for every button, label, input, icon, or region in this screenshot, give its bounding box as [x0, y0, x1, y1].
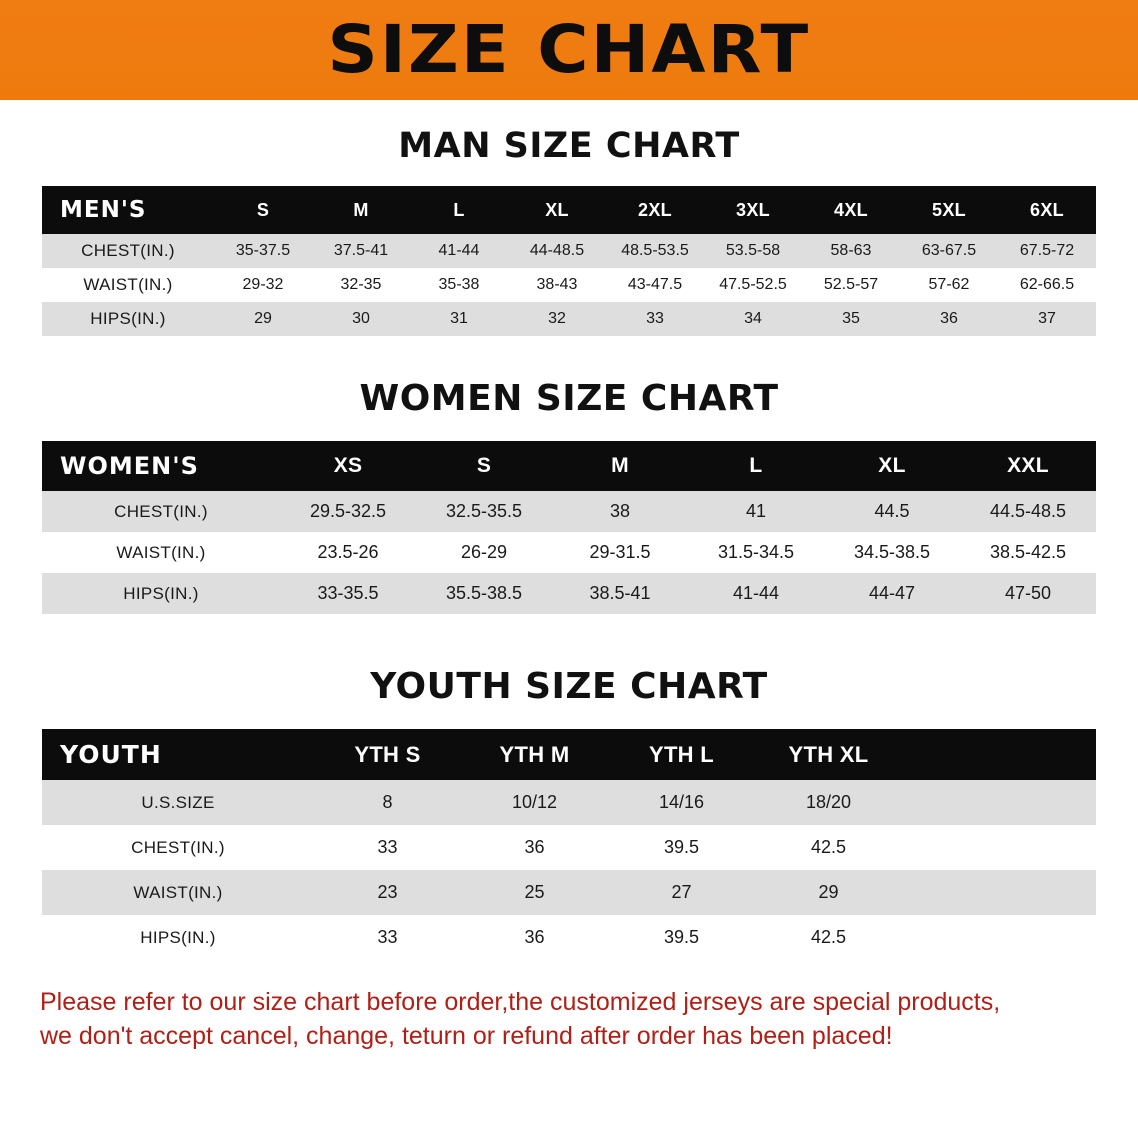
man-cell-1-0: 29-32	[214, 268, 312, 302]
women-size-table	[42, 441, 1096, 614]
youth-cell-2-3: 29	[755, 870, 902, 915]
man-col-5: 3XL	[736, 199, 770, 220]
man-col-0: S	[256, 199, 270, 220]
man-cell-1-4: 43-47.5	[606, 268, 704, 302]
man-cell-1-5: 47.5-52.5	[704, 268, 802, 302]
youth-section-heading: YOUTH SIZE CHART	[370, 666, 768, 707]
youth-row-0-label: U.S.SIZE	[42, 780, 314, 825]
table-row	[42, 573, 1096, 614]
man-cell-2-3: 32	[508, 302, 606, 336]
women-cell-1-5: 38.5-42.5	[960, 532, 1096, 573]
women-col-1: S	[476, 454, 492, 477]
women-cell-1-0: 23.5-26	[280, 532, 416, 573]
youth-col-3: YTH XL	[788, 741, 869, 767]
man-corner-label: MEN'S	[60, 197, 147, 223]
women-cell-2-4: 44-47	[824, 573, 960, 614]
youth-cell-2-spacer	[902, 870, 1096, 915]
women-cell-1-4: 34.5-38.5	[824, 532, 960, 573]
youth-cell-0-0: 8	[314, 780, 461, 825]
man-col-7: 5XL	[932, 199, 966, 220]
man-col-8: 6XL	[1030, 199, 1064, 220]
man-section-heading: MAN SIZE CHART	[398, 126, 740, 166]
banner	[0, 0, 1138, 100]
youth-cell-1-spacer	[902, 825, 1096, 870]
youth-cell-0-3: 18/20	[755, 780, 902, 825]
women-table-wrap	[42, 441, 1096, 614]
man-table-wrap	[42, 186, 1096, 336]
women-col-4: XL	[878, 454, 906, 477]
man-cell-0-0: 35-37.5	[214, 234, 312, 268]
table-header-row	[42, 441, 1096, 491]
man-cell-0-8: 67.5-72	[998, 234, 1096, 268]
man-col-2: L	[453, 199, 465, 220]
women-col-5: XXL	[1007, 454, 1049, 477]
youth-cell-1-0: 33	[314, 825, 461, 870]
man-cell-1-1: 32-35	[312, 268, 410, 302]
man-cell-2-4: 33	[606, 302, 704, 336]
man-table-header	[42, 186, 1096, 234]
man-table-body	[42, 234, 1096, 336]
youth-cell-0-spacer	[902, 780, 1096, 825]
man-col-4: 2XL	[638, 199, 672, 220]
women-col-0: XS	[333, 454, 363, 477]
youth-cell-1-1: 36	[461, 825, 608, 870]
women-cell-2-3: 41-44	[688, 573, 824, 614]
man-cell-0-5: 53.5-58	[704, 234, 802, 268]
man-cell-2-8: 37	[998, 302, 1096, 336]
man-cell-1-3: 38-43	[508, 268, 606, 302]
man-col-6: 4XL	[834, 199, 868, 220]
youth-cell-3-0: 33	[314, 915, 461, 960]
women-col-3: L	[749, 454, 763, 477]
women-cell-1-1: 26-29	[416, 532, 552, 573]
man-row-2-label: HIPS(IN.)	[42, 302, 214, 336]
women-col-2: M	[611, 454, 629, 477]
youth-cell-0-1: 10/12	[461, 780, 608, 825]
women-cell-1-3: 31.5-34.5	[688, 532, 824, 573]
policy-note-line-2: we don't accept cancel, change, teturn or refund after order has been placed!	[40, 1021, 893, 1050]
man-cell-1-7: 57-62	[900, 268, 998, 302]
man-cell-2-6: 35	[802, 302, 900, 336]
women-cell-2-0: 33-35.5	[280, 573, 416, 614]
table-row	[42, 268, 1096, 302]
youth-table-wrap	[42, 729, 1096, 960]
man-cell-2-0: 29	[214, 302, 312, 336]
youth-col-0: YTH S	[354, 741, 421, 767]
table-row	[42, 532, 1096, 573]
women-cell-1-2: 29-31.5	[552, 532, 688, 573]
table-header-row	[42, 186, 1096, 234]
women-cell-2-5: 47-50	[960, 573, 1096, 614]
policy-note	[40, 986, 1098, 1054]
page-title: SIZE CHART	[327, 11, 811, 88]
man-cell-2-2: 31	[410, 302, 508, 336]
youth-col-1: YTH M	[499, 741, 570, 767]
man-cell-1-8: 62-66.5	[998, 268, 1096, 302]
women-cell-2-1: 35.5-38.5	[416, 573, 552, 614]
table-row	[42, 870, 1096, 915]
women-row-2-label: HIPS(IN.)	[42, 573, 280, 614]
youth-cell-3-spacer	[902, 915, 1096, 960]
women-cell-0-1: 32.5-35.5	[416, 491, 552, 532]
women-cell-0-2: 38	[552, 491, 688, 532]
youth-corner-label: YOUTH	[60, 740, 162, 769]
table-row	[42, 302, 1096, 336]
women-cell-2-2: 38.5-41	[552, 573, 688, 614]
women-row-0-label: CHEST(IN.)	[42, 491, 280, 532]
table-row	[42, 825, 1096, 870]
women-cell-0-0: 29.5-32.5	[280, 491, 416, 532]
table-header-row	[42, 729, 1096, 780]
man-cell-1-2: 35-38	[410, 268, 508, 302]
man-cell-1-6: 52.5-57	[802, 268, 900, 302]
table-row	[42, 780, 1096, 825]
man-col-1: M	[353, 199, 369, 220]
youth-cell-3-3: 42.5	[755, 915, 902, 960]
youth-table-header	[42, 729, 1096, 780]
women-cell-0-5: 44.5-48.5	[960, 491, 1096, 532]
youth-table-body	[42, 780, 1096, 960]
table-row	[42, 234, 1096, 268]
man-size-table	[42, 186, 1096, 336]
women-section-heading: WOMEN SIZE CHART	[359, 378, 779, 419]
man-row-1-label: WAIST(IN.)	[42, 268, 214, 302]
man-cell-2-5: 34	[704, 302, 802, 336]
women-cell-0-3: 41	[688, 491, 824, 532]
women-corner-label: WOMEN'S	[60, 452, 199, 480]
table-row	[42, 491, 1096, 532]
youth-size-table	[42, 729, 1096, 960]
women-row-1-label: WAIST(IN.)	[42, 532, 280, 573]
man-cell-2-1: 30	[312, 302, 410, 336]
man-row-0-label: CHEST(IN.)	[42, 234, 214, 268]
man-cell-0-3: 44-48.5	[508, 234, 606, 268]
youth-cell-0-2: 14/16	[608, 780, 755, 825]
table-row	[42, 915, 1096, 960]
youth-cell-1-2: 39.5	[608, 825, 755, 870]
youth-row-3-label: HIPS(IN.)	[42, 915, 314, 960]
women-cell-0-4: 44.5	[824, 491, 960, 532]
man-cell-0-1: 37.5-41	[312, 234, 410, 268]
youth-cell-3-2: 39.5	[608, 915, 755, 960]
youth-cell-2-0: 23	[314, 870, 461, 915]
man-cell-0-7: 63-67.5	[900, 234, 998, 268]
youth-cell-1-3: 42.5	[755, 825, 902, 870]
youth-cell-2-1: 25	[461, 870, 608, 915]
women-table-body	[42, 491, 1096, 614]
women-table-header	[42, 441, 1096, 491]
man-cell-0-6: 58-63	[802, 234, 900, 268]
youth-cell-2-2: 27	[608, 870, 755, 915]
youth-row-2-label: WAIST(IN.)	[42, 870, 314, 915]
man-cell-0-4: 48.5-53.5	[606, 234, 704, 268]
youth-col-2: YTH L	[648, 741, 715, 767]
man-col-3: XL	[545, 199, 569, 220]
man-cell-0-2: 41-44	[410, 234, 508, 268]
youth-cell-3-1: 36	[461, 915, 608, 960]
man-cell-2-7: 36	[900, 302, 998, 336]
policy-note-line-1: Please refer to our size chart before order,the customized jerseys are special products,	[40, 988, 1001, 1016]
youth-col-spacer	[902, 729, 1096, 780]
youth-row-1-label: CHEST(IN.)	[42, 825, 314, 870]
